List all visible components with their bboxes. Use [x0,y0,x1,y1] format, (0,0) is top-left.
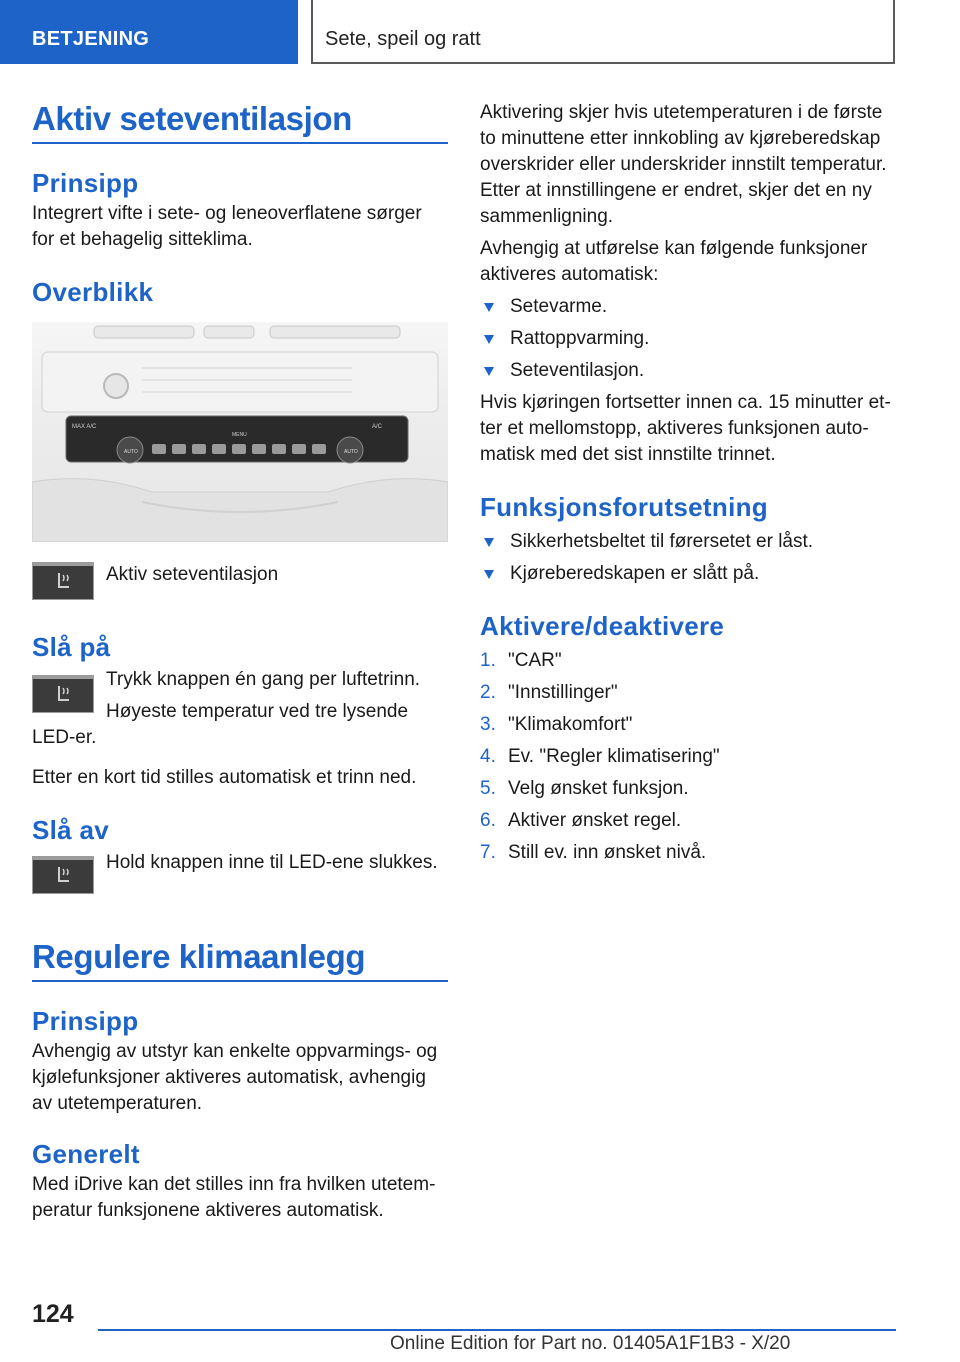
step-number: 2. [480,682,496,703]
prerequisite-list [480,529,900,587]
seat-ventilation-icon [32,562,94,600]
heading-aktivere-deaktivere: Aktivere/deaktivere [480,611,725,641]
step-item [480,840,900,866]
footer-divider [98,1329,896,1331]
sla-pa-text-2: Høyeste temperatur ved tre lysende LED-er. [32,701,409,748]
seat-ventilation-button-icon [32,675,94,713]
step-item [480,808,900,834]
heading-prinsipp-2: Prinsipp [32,1006,139,1036]
step-text: Velg ønsket funksjon. [508,778,689,799]
list-item-text: Rattoppvarming. [510,328,650,349]
step-text: Ev. "Regler klimatisering" [508,746,720,767]
panel-label-max-ac: MAX A/C [72,424,97,430]
list-item [480,358,900,384]
step-text: "Klimakomfort" [508,714,633,735]
prinsipp-1-text: Integrert vifte i sete- og leneoverflatene sørger for et behagelig sitteklima. [32,203,422,250]
sla-pa-block [32,667,448,751]
step-item [480,776,900,802]
sla-pa-text-3: Etter en kort tid stilles automatisk et trinn ned. [32,767,417,788]
right-para-1: Aktivering skjer hvis utetemperaturen i de første to minuttene etter innkobling av kjøreberedskap overskrider eller underskrider innstilt temperatur. Etter at innstillingene er endret, skjer det en ny sammenligning. [480,102,887,227]
step-text: "CAR" [508,650,562,671]
bullet-triangle-icon [484,367,494,376]
bullet-triangle-icon [484,570,494,579]
climate-panel-figure [32,322,448,542]
edition-text: Online Edition for Part no. 01405A1F1B3 - X/20 [390,1333,791,1354]
step-item [480,648,900,674]
heading-sla-pa: Slå på [32,632,111,662]
seat-ventilation-off-icon [32,856,94,894]
generelt-text: Med iDrive kan det stilles inn fra hvilken utetemperatur funksjonene aktiveres automatisk. [32,1174,436,1221]
list-item-text: Kjøreberedskapen er slått på. [510,563,760,584]
figure-caption-row [32,562,448,600]
section-title: BETJENING [32,28,150,50]
step-number: 3. [480,714,496,735]
list-item-text: Sikkerhetsbeltet til førersetet er låst. [510,531,814,552]
panel-label-auto-left: AUTO [124,449,138,455]
list-item [480,326,900,352]
step-number: 7. [480,842,496,863]
heading-overblikk: Overblikk [32,277,154,307]
step-text: "Innstillinger" [508,682,618,703]
heading-generelt: Generelt [32,1139,140,1169]
climate-panel-illustration [32,322,448,542]
list-item [480,529,900,555]
step-number: 5. [480,778,496,799]
heading-prinsipp-1: Prinsipp [32,168,139,198]
step-text: Aktiver ønsket regel. [508,810,682,831]
step-text: Still ev. inn ønsket nivå. [508,842,707,863]
left-column [32,100,448,1224]
title-regulere-klimaanlegg: Regulere klimaanlegg [32,938,448,982]
figure-caption: Aktiv seteventilasjon [106,564,279,585]
panel-label-auto-right: AUTO [344,449,358,455]
panel-label-menu: MENU [232,432,247,438]
heading-funksjonsforutsetning: Funksjonsforutsetning [480,492,768,522]
step-number: 6. [480,810,496,831]
list-item [480,561,900,587]
step-item [480,680,900,706]
page-number: 124 [32,1300,74,1328]
right-para-3: Hvis kjøringen fortsetter innen ca. 15 minutter etter et mellomstopp, aktiveres funksjonen automatisk med det sist innstilte trinnet. [480,392,891,465]
sla-av-block [32,850,448,894]
right-para-2: Avhengig at utførelse kan følgende funksjoner aktiveres automatisk: [480,238,868,285]
prinsipp-2-text: Avhengig av utstyr kan enkelte oppvarmings- og kjølefunksjoner aktiveres automatisk, avhengig av utetemperaturen. [32,1041,438,1114]
chapter-title: Sete, speil og ratt [325,28,481,50]
list-item-text: Setevarme. [510,296,608,317]
bullet-triangle-icon [484,538,494,547]
title-aktiv-seteventilasjon: Aktiv seteventilasjon [32,100,448,144]
section-tab [0,0,298,64]
step-number: 1. [480,650,496,671]
list-item-text: Seteventilasjon. [510,360,645,381]
step-item [480,712,900,738]
heading-sla-av: Slå av [32,815,109,845]
steps-list [480,648,900,866]
sla-pa-text-1: Trykk knappen én gang per luftetrinn. [106,669,421,690]
right-column [480,100,900,866]
step-number: 4. [480,746,496,767]
bullet-triangle-icon [484,303,494,312]
auto-function-list [480,294,900,384]
chapter-tab [311,0,895,64]
sla-av-text: Hold knappen inne til LED-ene slukkes. [106,852,438,873]
list-item [480,294,900,320]
bullet-triangle-icon [484,335,494,344]
step-item [480,744,900,770]
panel-label-ac: A/C [372,424,383,430]
